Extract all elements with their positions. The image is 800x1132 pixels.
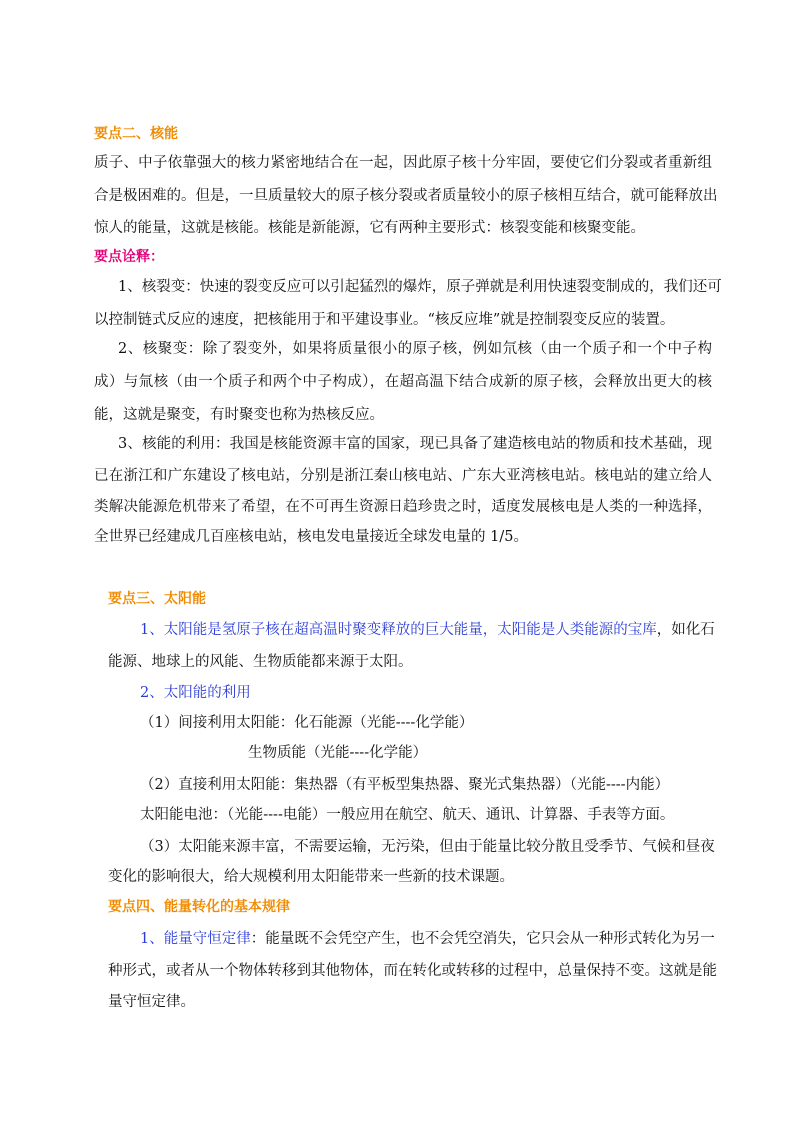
paragraph-text: ：能量既不会凭空产生，也不会凭空消失，它只会从一种形式转化为另一 bbox=[250, 931, 715, 947]
solar-use-subheading: 2、太阳能的利用 bbox=[140, 685, 251, 701]
paragraph-line: 类解决能源危机带来了希望，在不可再生资源日趋珍贵之时，适度发展核电是人类的一种选择， bbox=[94, 499, 712, 515]
paragraph-line: 已在浙江和广东建设了核电站，分别是浙江秦山核电站、广东大亚湾核电站。核电站的建立给人 bbox=[94, 468, 712, 484]
heading-nuclear-energy: 要点二、核能 bbox=[94, 126, 178, 142]
paragraph-line bbox=[140, 620, 715, 640]
paragraph-line: 成）与氚核（由一个质子和两个中子构成），在超高温下结合成新的原子核，会释放出更大的核 bbox=[94, 374, 712, 390]
paragraph-line: 质子、中子依靠强大的核力紧密地结合在一起，因此原子核十分牢固，要使它们分裂或者重新组 bbox=[94, 155, 712, 171]
conservation-law-text: 1、能量守恒定律 bbox=[140, 931, 251, 947]
paragraph-line: （3）太阳能来源丰富，不需要运输，无污染，但由于能量比较分散且受季节、气候和昼夜 bbox=[140, 839, 715, 855]
paragraph-line: 全世界已经建成几百座核电站，核电发电量接近全球发电量的 1/5。 bbox=[94, 529, 528, 545]
paragraph-line: （1）间接利用太阳能：化石能源（光能----化学能） bbox=[140, 715, 474, 731]
paragraph-line: 2、核聚变：除了裂变外，如果将质量很小的原子核，例如氘核（由一个质子和一个中子构 bbox=[118, 341, 712, 357]
paragraph-line: 太阳能电池：（光能----电能）一般应用在航空、航天、通讯、计算器、手表等方面。 bbox=[140, 807, 675, 823]
paragraph-line: 变化的影响很大，给大规模利用太阳能带来一些新的技术课题。 bbox=[108, 869, 514, 885]
paragraph-line: 3、核能的利用：我国是核能资源丰富的国家，现已具备了建造核电站的物质和技术基础，现 bbox=[118, 436, 712, 452]
heading-energy-conversion: 要点四、能量转化的基本规律 bbox=[108, 899, 290, 915]
paragraph-line: 种形式，或者从一个物体转移到其他物体，而在转化或转移的过程中，总量保持不变。这就是能 bbox=[108, 963, 717, 979]
paragraph-line: 1、核裂变：快速的裂变反应可以引起猛烈的爆炸，原子弹就是利用快速裂变制成的，我们还可 bbox=[118, 279, 722, 295]
paragraph-line bbox=[140, 929, 715, 949]
paragraph-line: 以控制链式反应的速度，把核能用于和平建设事业。“核反应堆”就是控制裂变反应的装置。 bbox=[94, 312, 675, 328]
paragraph-line: 能源、地球上的风能、生物质能都来源于太阳。 bbox=[108, 654, 413, 670]
paragraph-line: 能，这就是聚变，有时聚变也称为热核反应。 bbox=[94, 407, 384, 423]
paragraph-text: ，如化石 bbox=[656, 622, 715, 638]
solar-fusion-text: 1、太阳能是氢原子核在超高温时聚变释放的巨大能量， bbox=[140, 622, 498, 638]
paragraph-line: 生物质能（光能----化学能） bbox=[248, 745, 428, 761]
paragraph-line: 合是极困难的。但是，一旦质量较大的原子核分裂或者质量较小的原子核相互结合，就可能释放出 bbox=[94, 188, 718, 204]
heading-solar-energy: 要点三、太阳能 bbox=[108, 591, 206, 607]
paragraph-line: 量守恒定律。 bbox=[108, 994, 195, 1010]
paragraph-line: （2）直接利用太阳能：集热器（有平板型集热器、聚光式集热器）（光能----内能） bbox=[140, 777, 670, 793]
solar-treasure-text: 太阳能是人类能源的宝库 bbox=[497, 622, 657, 638]
paragraph-line: 惊人的能量，这就是核能。核能是新能源，它有两种主要形式：核裂变能和核聚变能。 bbox=[94, 220, 645, 236]
heading-key-explanation: 要点诠释： bbox=[94, 249, 164, 265]
